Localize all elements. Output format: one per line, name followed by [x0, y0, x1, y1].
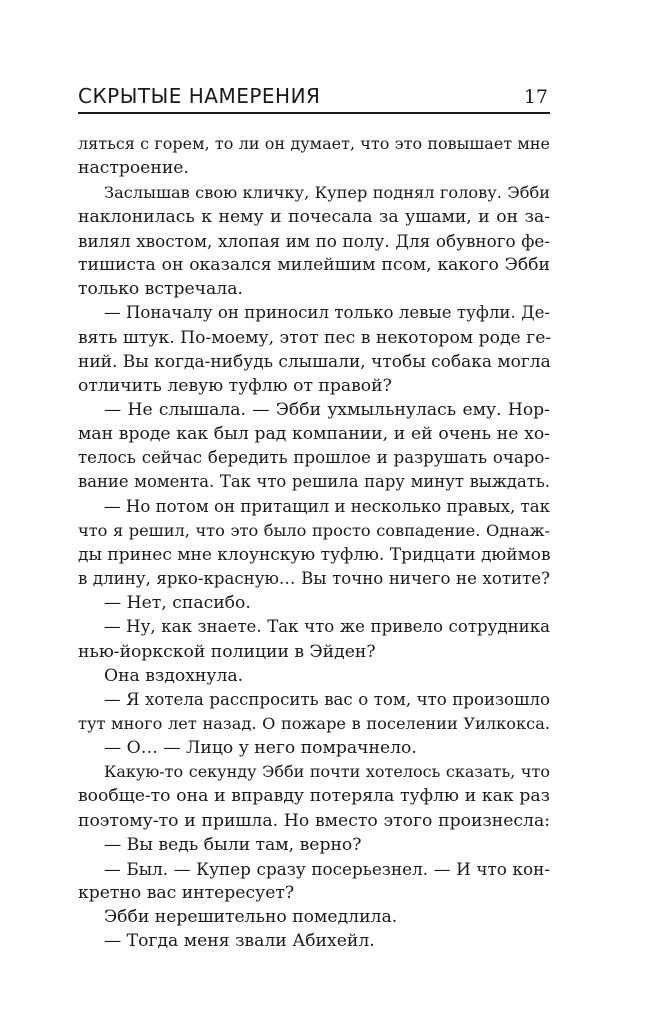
- text-line: — Нет, спасибо.: [104, 593, 251, 613]
- text-line: — Не слышала. — Эбби ухмыльнулась ему. Нор-: [104, 400, 550, 420]
- text-line: ляться с горем, то ли он думает, что это повышает мне: [78, 134, 550, 153]
- text-line: — Но потом он притащил и несколько правых, так: [104, 497, 551, 516]
- text-line: вилял хвостом, хлопая им по полу. Для обувного фе-: [78, 231, 550, 251]
- text-line: ний. Вы когда-нибудь слышали, чтобы собака могла: [78, 352, 551, 372]
- text-line: — О… — Лицо у него помрачнело.: [104, 738, 417, 758]
- running-title: СКРЫТЫЕ НАМЕРЕНИЯ: [78, 84, 321, 108]
- running-header: [78, 82, 550, 114]
- text-line: телось сейчас бередить прошлое и разрушать очаро-: [78, 448, 550, 467]
- text-line: Она вздохнула.: [104, 666, 244, 686]
- text-line: отличить левую туфлю от правой?: [78, 376, 392, 396]
- text-line: нью-йоркской полиции в Эйден?: [78, 642, 376, 662]
- text-line: Какую-то секунду Эбби почти хотелось сказать, что: [104, 762, 550, 781]
- text-line: тут много лет назад. О пожаре в поселении Уилкокса.: [78, 714, 550, 733]
- text-line: — Тогда меня звали Абихейл.: [104, 931, 375, 951]
- text-line: Заслышав свою кличку, Купер поднял голову. Эбби: [104, 183, 550, 202]
- text-line: в длину, ярко-красную… Вы точно ничего не хотите?: [78, 569, 550, 588]
- text-line: что я решил, что это было просто совпадение. Однаж-: [78, 521, 550, 540]
- text-line: Эбби нерешительно помедлила.: [104, 907, 398, 927]
- text-line: тишиста он оказался милейшим псом, какого Эбби: [78, 255, 550, 275]
- text-line: ды принес мне клоунскую туфлю. Тридцати дюймов: [78, 545, 551, 565]
- text-line: поэтому-то и пришла. Но вместо этого произнесла:: [78, 811, 550, 831]
- text-line: только встречала.: [78, 279, 243, 299]
- text-line: — Ну, как знаете. Так что же привело сотрудника: [104, 617, 550, 636]
- text-line: — Я хотела расспросить вас о том, что произошло: [104, 690, 550, 709]
- text-line: вообще-то она и вправду потеряла туфлю и как раз: [78, 786, 550, 806]
- text-line: вание момента. Так что решила пару минут выждать.: [78, 472, 550, 491]
- text-line: ман вроде как был рад компании, и ей очень не хо-: [78, 424, 550, 444]
- text-line: — Вы ведь были там, верно?: [104, 835, 362, 855]
- text-line: — Был. — Купер сразу посерьезнел. — И что кон-: [104, 859, 550, 879]
- page-number: 17: [523, 86, 548, 108]
- text-line: кретно вас интересует?: [78, 883, 295, 903]
- text-line: — Поначалу он приносил только левые туфли. Де-: [104, 303, 550, 322]
- text-line: настроение.: [78, 158, 189, 178]
- text-line: вять штук. По-моему, этот пес в некотором роде ге-: [78, 328, 552, 348]
- text-line: наклонилась к нему и почесала за ушами, и он за-: [78, 207, 550, 227]
